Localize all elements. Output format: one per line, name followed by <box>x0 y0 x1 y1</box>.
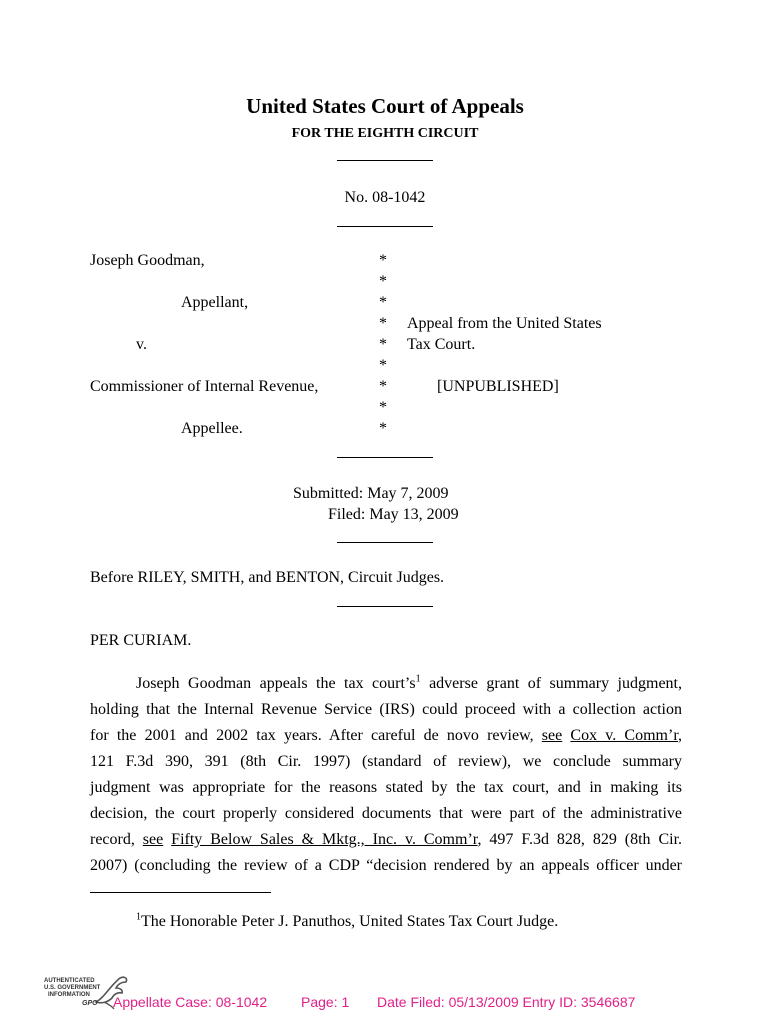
caption-star: * <box>379 273 387 290</box>
opinion-line: holding that the Internal Revenue Service (IRS) could proceed with a collection action <box>90 701 682 718</box>
panel-judges: Before RILEY, SMITH, and BENTON, Circuit Judges. <box>90 569 445 586</box>
footer-page: Page: 1 <box>301 994 350 1010</box>
case-citation: Cox v. Comm’r <box>570 727 679 744</box>
footnote-mark: 1 <box>136 911 141 923</box>
gpo-label-line3: INFORMATION <box>48 992 90 998</box>
caption-star: * <box>379 378 387 395</box>
court-title: United States Court of Appeals <box>246 94 524 118</box>
gpo-label-line1: AUTHENTICATED <box>44 978 95 984</box>
opinion-line: for the 2001 and 2002 tax years. After careful de novo review, see Cox v. Comm’r, <box>90 727 683 744</box>
appellant-role: Appellant, <box>181 294 249 311</box>
citation-signal: see <box>142 831 164 848</box>
appeal-origin-line2: Tax Court. <box>407 336 476 353</box>
separator-rule <box>337 457 433 458</box>
submitted-date: Submitted: May 7, 2009 <box>293 485 449 502</box>
footer-case-number: Appellate Case: 08-1042 <box>113 994 268 1010</box>
opinion-line: 121 F.3d 390, 391 (8th Cir. 1997) (standard of review), we conclude summary <box>90 753 682 770</box>
gpo-mark: GPO <box>82 1000 98 1007</box>
caption-star: * <box>379 336 387 353</box>
publication-status: [UNPUBLISHED] <box>437 378 559 395</box>
case-citation: Fifty Below Sales & Mktg., Inc. v. Comm’r <box>171 831 478 848</box>
appellant-name: Joseph Goodman, <box>90 252 205 269</box>
appellee-role: Appellee. <box>181 420 243 437</box>
caption-star: * <box>379 252 387 269</box>
citation-signal: see <box>541 727 563 744</box>
caption-star: * <box>379 399 387 416</box>
footer-date-entry: Date Filed: 05/13/2009 Entry ID: 3546687 <box>377 994 636 1010</box>
footnote-rule <box>90 892 271 893</box>
opinion-line: 2007) (concluding the review of a CDP “decision rendered by an appeals officer under <box>90 857 682 874</box>
versus: v. <box>136 336 147 353</box>
filed-date: Filed: May 13, 2009 <box>328 506 459 523</box>
appeal-origin-line1: Appeal from the United States <box>407 315 602 332</box>
gpo-label-line2: U.S. GOVERNMENT <box>44 985 101 991</box>
separator-rule <box>337 160 433 161</box>
caption-star: * <box>379 420 387 437</box>
appellee-name: Commissioner of Internal Revenue, <box>90 378 319 395</box>
case-number: No. 08-1042 <box>344 189 426 206</box>
per-curiam-heading: PER CURIAM. <box>90 632 192 649</box>
separator-rule <box>337 542 433 543</box>
circuit-subtitle: FOR THE EIGHTH CIRCUIT <box>291 126 479 141</box>
opinion-line: judgment was appropriate for the reasons stated by the tax court, and in making its <box>90 779 682 796</box>
opinion-line: decision, the court properly considered documents that were part of the administrative <box>90 805 682 822</box>
opinion-line: Joseph Goodman appeals the tax $court’s^1$ adverse grant of summary judgment, <box>136 673 682 692</box>
caption-star: * <box>379 357 387 374</box>
footnote: $^1$The Honorable Peter J. Panuthos, United States Tax Court Judge. <box>136 911 559 930</box>
footnote-ref: 1 <box>415 673 421 685</box>
caption-star: * <box>379 315 387 332</box>
opinion-line: record, see Fifty Below Sales & Mktg., Inc. v. Comm’r, 497 F.3d 828, 829 (8th Cir. <box>90 831 683 848</box>
caption-star: * <box>379 294 387 311</box>
separator-rule <box>337 606 433 607</box>
separator-rule <box>337 226 433 227</box>
